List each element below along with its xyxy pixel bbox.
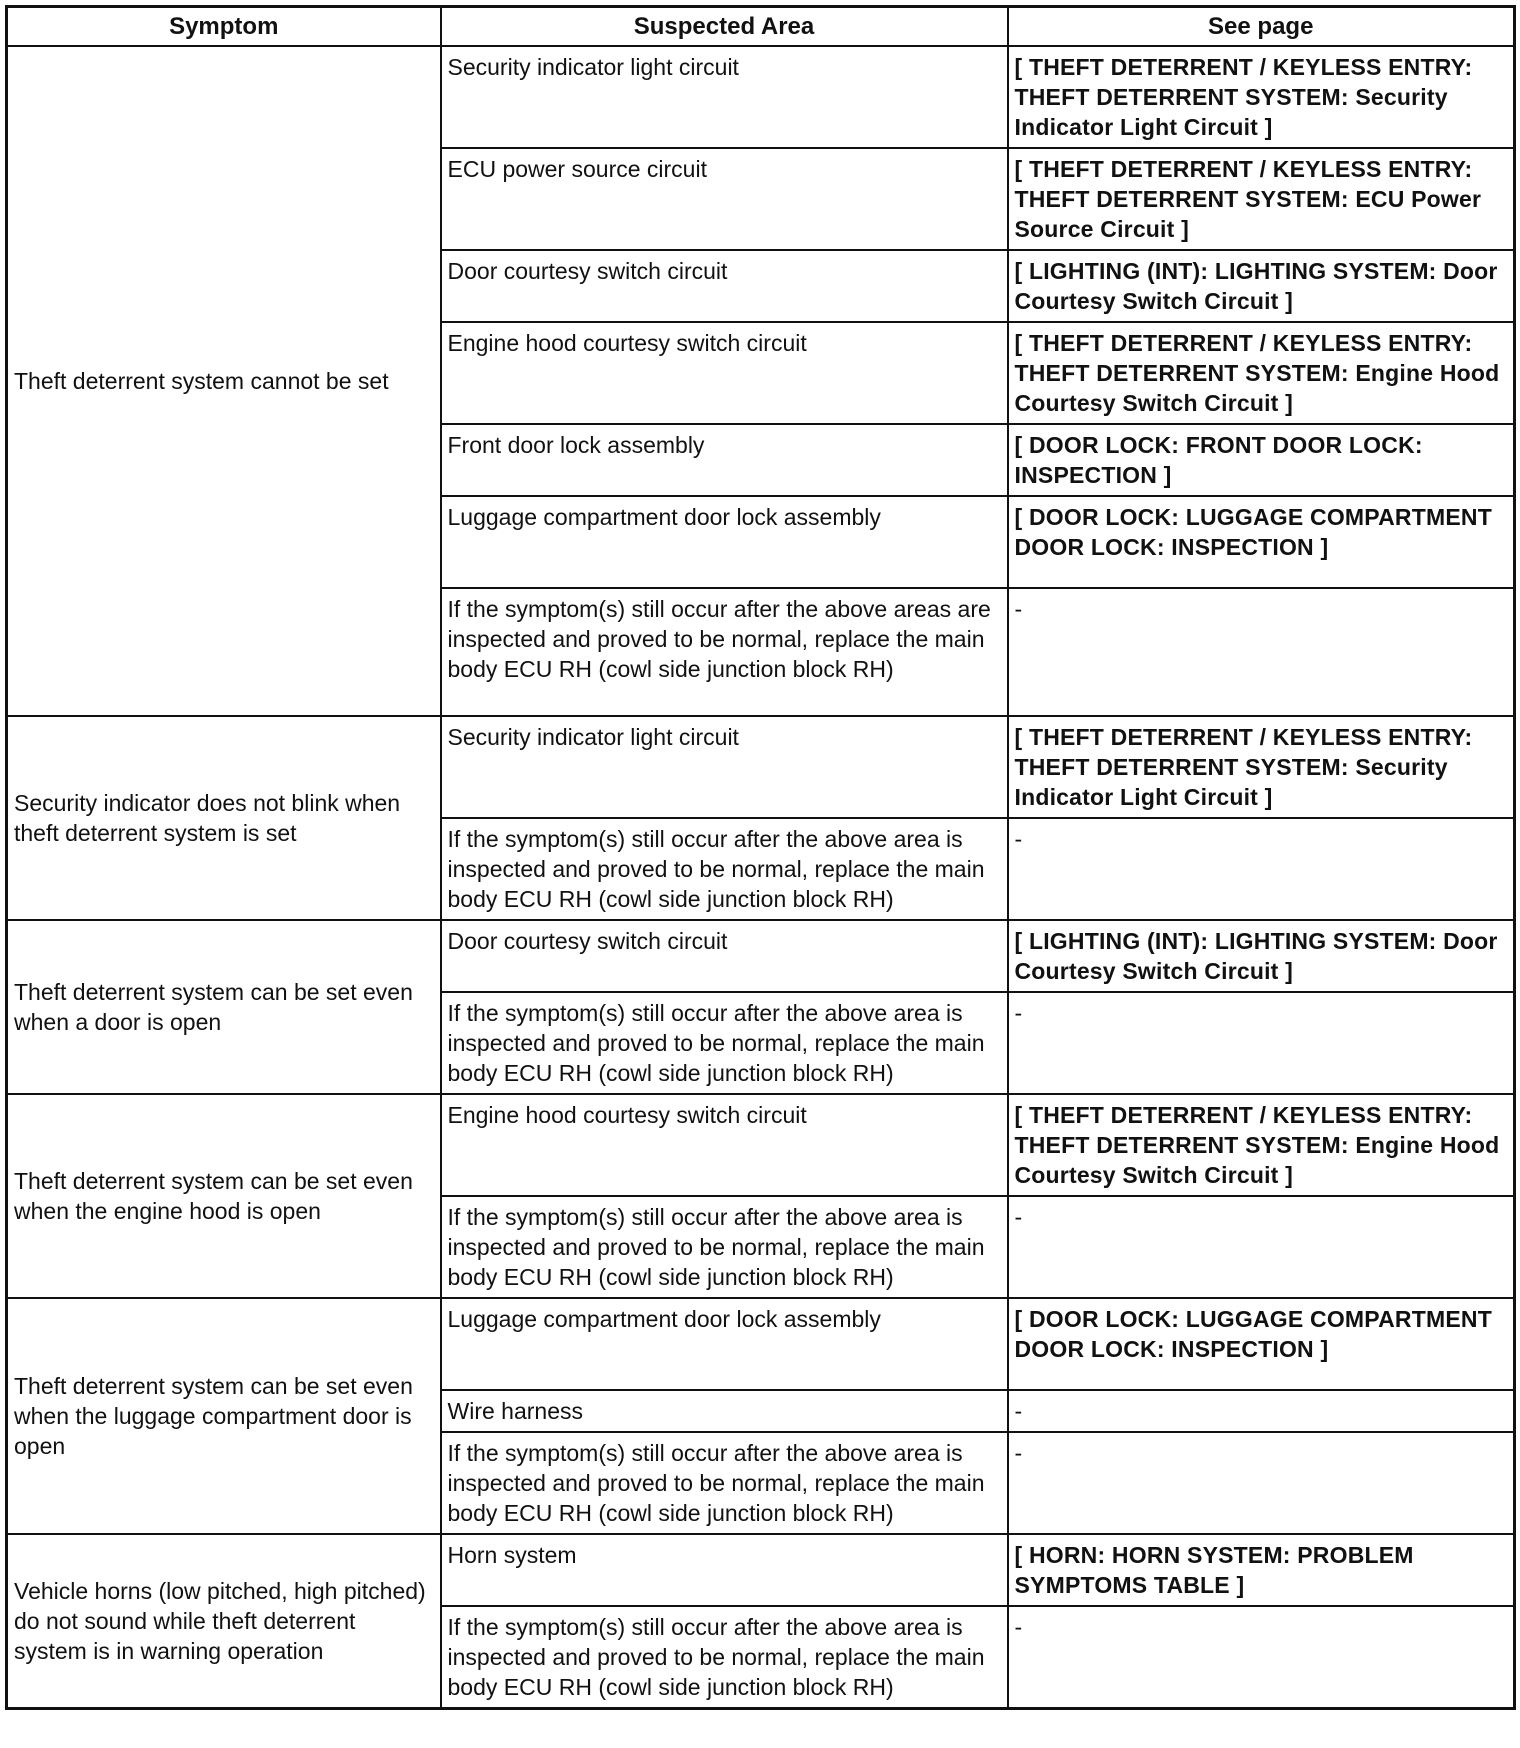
see-page-link[interactable]: [ DOOR LOCK: LUGGAGE COMPARTMENT DOOR LOCK: INSPECTION ] xyxy=(1008,496,1515,588)
suspected-area-cell: Engine hood courtesy switch circuit xyxy=(441,1094,1008,1196)
suspected-area-cell: If the symptom(s) still occur after the above area is inspected and proved to be normal, replace the main body ECU RH (cowl side junction block RH) xyxy=(441,818,1008,920)
table-row xyxy=(7,46,1515,148)
suspected-area-cell: ECU power source circuit xyxy=(441,148,1008,250)
symptom-cell: Vehicle horns (low pitched, high pitched) do not sound while theft deterrent system is in warning operation xyxy=(7,1534,441,1709)
header-row xyxy=(7,7,1515,47)
suspected-area-cell: Horn system xyxy=(441,1534,1008,1606)
see-page-link[interactable]: [ HORN: HORN SYSTEM: PROBLEM SYMPTOMS TABLE ] xyxy=(1008,1534,1515,1606)
suspected-area-cell: Door courtesy switch circuit xyxy=(441,250,1008,322)
problem-symptoms-table-wrapper xyxy=(5,5,1516,1710)
suspected-area-cell: If the symptom(s) still occur after the above area is inspected and proved to be normal, replace the main body ECU RH (cowl side junction block RH) xyxy=(441,992,1008,1094)
table-row xyxy=(7,1094,1515,1196)
suspected-area-cell: Security indicator light circuit xyxy=(441,716,1008,818)
header-symptom: Symptom xyxy=(7,7,441,47)
symptom-cell: Theft deterrent system can be set even when a door is open xyxy=(7,920,441,1094)
header-suspected-area: Suspected Area xyxy=(441,7,1008,47)
table-row xyxy=(7,1534,1515,1606)
see-page-cell: - xyxy=(1008,1606,1515,1709)
problem-symptoms-table xyxy=(5,5,1516,1710)
symptom-cell: Theft deterrent system cannot be set xyxy=(7,46,441,716)
see-page-cell: - xyxy=(1008,818,1515,920)
see-page-link[interactable]: [ LIGHTING (INT): LIGHTING SYSTEM: Door Courtesy Switch Circuit ] xyxy=(1008,250,1515,322)
suspected-area-cell: Security indicator light circuit xyxy=(441,46,1008,148)
suspected-area-cell: If the symptom(s) still occur after the above area is inspected and proved to be normal, replace the main body ECU RH (cowl side junction block RH) xyxy=(441,1196,1008,1298)
suspected-area-cell: Wire harness xyxy=(441,1390,1008,1432)
symptom-cell: Theft deterrent system can be set even when the engine hood is open xyxy=(7,1094,441,1298)
see-page-link[interactable]: [ DOOR LOCK: FRONT DOOR LOCK: INSPECTION ] xyxy=(1008,424,1515,496)
see-page-link[interactable]: [ LIGHTING (INT): LIGHTING SYSTEM: Door Courtesy Switch Circuit ] xyxy=(1008,920,1515,992)
see-page-cell: - xyxy=(1008,1390,1515,1432)
suspected-area-cell: Luggage compartment door lock assembly xyxy=(441,496,1008,588)
see-page-cell: - xyxy=(1008,1432,1515,1534)
symptom-cell: Theft deterrent system can be set even when the luggage compartment door is open xyxy=(7,1298,441,1534)
see-page-link[interactable]: [ THEFT DETERRENT / KEYLESS ENTRY: THEFT DETERRENT SYSTEM: Security Indicator Light Circuit ] xyxy=(1008,716,1515,818)
table-row xyxy=(7,1298,1515,1390)
see-page-cell: - xyxy=(1008,992,1515,1094)
see-page-cell: - xyxy=(1008,588,1515,716)
see-page-link[interactable]: [ THEFT DETERRENT / KEYLESS ENTRY: THEFT DETERRENT SYSTEM: ECU Power Source Circuit ] xyxy=(1008,148,1515,250)
see-page-link[interactable]: [ THEFT DETERRENT / KEYLESS ENTRY: THEFT DETERRENT SYSTEM: Engine Hood Courtesy Switch Circuit ] xyxy=(1008,322,1515,424)
table-row xyxy=(7,716,1515,818)
suspected-area-cell: Door courtesy switch circuit xyxy=(441,920,1008,992)
see-page-cell: - xyxy=(1008,1196,1515,1298)
table-row xyxy=(7,920,1515,992)
suspected-area-cell: Front door lock assembly xyxy=(441,424,1008,496)
suspected-area-cell: If the symptom(s) still occur after the above area is inspected and proved to be normal, replace the main body ECU RH (cowl side junction block RH) xyxy=(441,1606,1008,1709)
see-page-link[interactable]: [ THEFT DETERRENT / KEYLESS ENTRY: THEFT DETERRENT SYSTEM: Engine Hood Courtesy Switch Circuit ] xyxy=(1008,1094,1515,1196)
suspected-area-cell: If the symptom(s) still occur after the above areas are inspected and proved to be normal, replace the main body ECU RH (cowl side junction block RH) xyxy=(441,588,1008,716)
symptom-cell: Security indicator does not blink when theft deterrent system is set xyxy=(7,716,441,920)
suspected-area-cell: If the symptom(s) still occur after the above area is inspected and proved to be normal, replace the main body ECU RH (cowl side junction block RH) xyxy=(441,1432,1008,1534)
suspected-area-cell: Luggage compartment door lock assembly xyxy=(441,1298,1008,1390)
see-page-link[interactable]: [ DOOR LOCK: LUGGAGE COMPARTMENT DOOR LOCK: INSPECTION ] xyxy=(1008,1298,1515,1390)
header-see-page: See page xyxy=(1008,7,1515,47)
suspected-area-cell: Engine hood courtesy switch circuit xyxy=(441,322,1008,424)
see-page-link[interactable]: [ THEFT DETERRENT / KEYLESS ENTRY: THEFT DETERRENT SYSTEM: Security Indicator Light Circuit ] xyxy=(1008,46,1515,148)
